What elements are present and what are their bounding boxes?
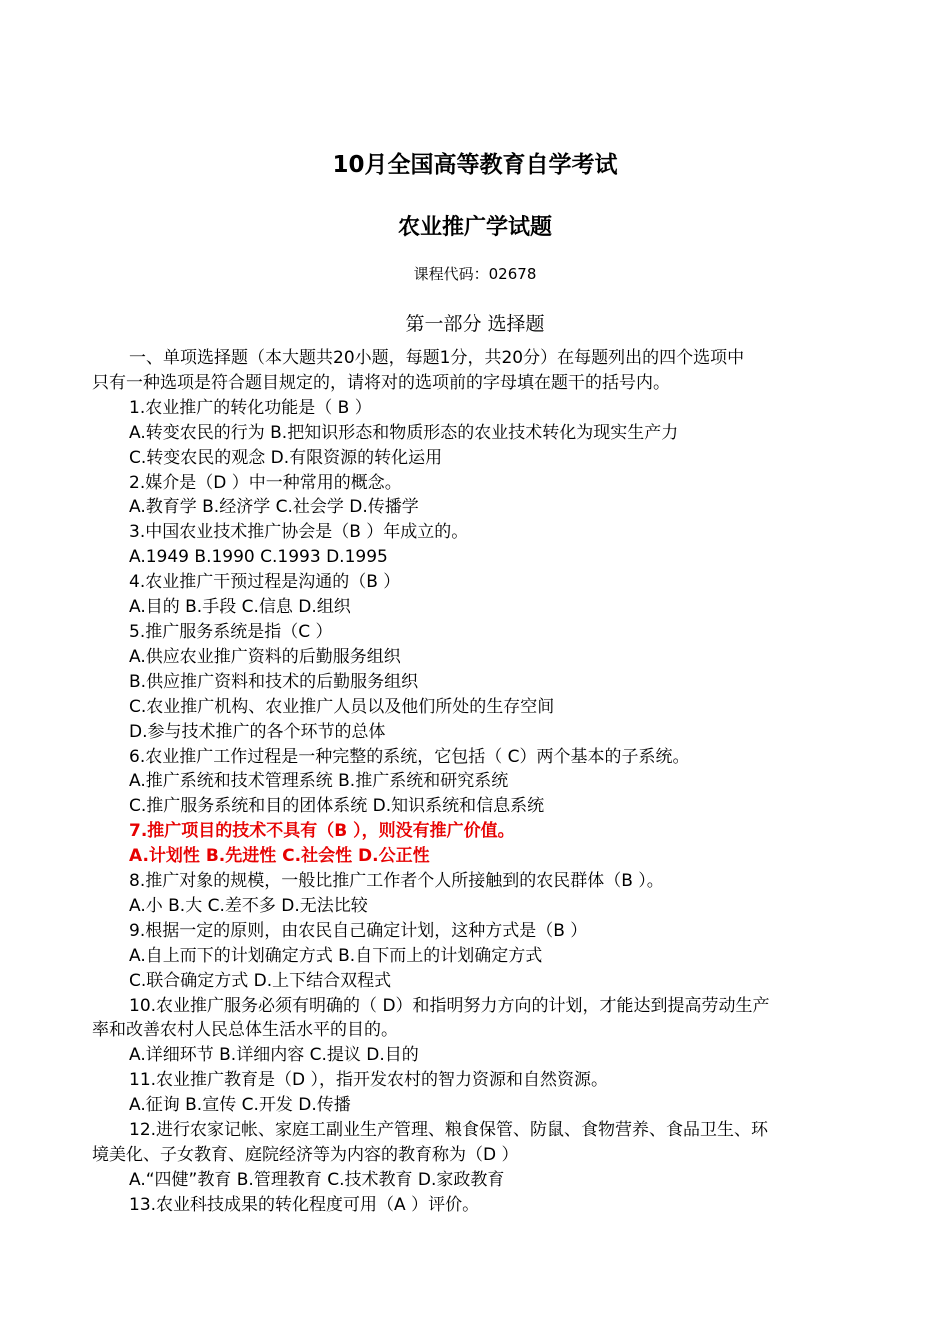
question-6-options-a: A.推广系统和技术管理系统 B.推广系统和研究系统	[129, 771, 509, 792]
question-5-option-d: D.参与技术推广的各个环节的总体	[129, 721, 386, 742]
question-10-cont: 率和改善农村人民总体生活水平的目的。	[92, 1020, 398, 1041]
section-instructions: 一、单项选择题（本大题共20小题，每题1分，共20分）在每题列出的四个选项中	[129, 348, 745, 368]
question-12: 12.进行农家记帐、家庭工副业生产管理、粮食保管、防鼠、食物营养、食品卫生、环	[129, 1120, 769, 1141]
question-1: 1.农业推广的转化功能是（ B ）	[129, 397, 372, 418]
question-1-options-a: A.转变农民的行为 B.把知识形态和物质形态的农业技术转化为现实生产力	[129, 422, 679, 443]
question-8: 8.推广对象的规模，一般比推广工作者个人所接触到的农民群体（B ）。	[129, 871, 664, 892]
question-7: 7.推广项目的技术不具有（B ），则没有推广价值。	[129, 821, 515, 842]
course-code: 课程代码：02678	[413, 265, 537, 283]
question-2: 2.媒介是（D ）中一种常用的概念。	[129, 472, 402, 493]
question-9-options-a: A.自上而下的计划确定方式 B.自下而上的计划确定方式	[129, 945, 543, 966]
question-13: 13.农业科技成果的转化程度可用（A ）评价。	[129, 1194, 480, 1215]
question-5: 5.推广服务系统是指（C ）	[129, 621, 333, 642]
question-4: 4.农业推广干预过程是沟通的（B ）	[129, 572, 401, 593]
question-11-options: A.征询 B.宣传 C.开发 D.传播	[129, 1095, 351, 1116]
exam-subtitle: 农业推广学试题	[397, 215, 552, 240]
question-3-options: A.1949 B.1990 C.1993 D.1995	[129, 547, 388, 568]
question-10: 10.农业推广服务必须有明确的（ D）和指明努力方向的计划，才能达到提高劳动生产	[129, 995, 770, 1016]
question-5-option-b: B.供应推广资料和技术的后勤服务组织	[129, 671, 419, 692]
question-12-cont: 境美化、子女教育、庭院经济等为内容的教育称为（D ）	[92, 1145, 519, 1165]
question-2-options: A.教育学 B.经济学 C.社会学 D.传播学	[129, 497, 419, 518]
question-body	[92, 346, 862, 1218]
part-heading: 第一部分 选择题	[405, 313, 545, 335]
question-9-options-c: C.联合确定方式 D.上下结合双程式	[129, 970, 392, 991]
question-11: 11.农业推广教育是（D ），指开发农村的智力资源和自然资源。	[129, 1070, 609, 1091]
question-10-options: A.详细环节 B.详细内容 C.提议 D.目的	[129, 1045, 419, 1066]
question-5-option-c: C.农业推广机构、农业推广人员以及他们所处的生存空间	[129, 696, 555, 717]
question-8-options: A.小 B.大 C.差不多 D.无法比较	[129, 895, 368, 916]
section-instructions-cont: 只有一种选项是符合题目规定的，请将对的选项前的字母填在题干的括号内。	[92, 372, 670, 393]
question-5-option-a: A.供应农业推广资料的后勤服务组织	[129, 646, 401, 667]
question-3: 3.中国农业技术推广协会是（B ）年成立的。	[129, 522, 469, 543]
question-1-options-c: C.转变农民的观念 D.有限资源的转化运用	[129, 447, 443, 468]
question-6-options-c: C.推广服务系统和目的团体系统 D.知识系统和信息系统	[129, 796, 545, 817]
question-6: 6.农业推广工作过程是一种完整的系统，它包括（ C）两个基本的子系统。	[129, 746, 690, 767]
exam-title: 10月全国高等教育自学考试	[332, 152, 618, 178]
question-7-options: A.计划性 B.先进性 C.社会性 D.公正性	[129, 846, 430, 867]
question-12-options: A.“四健”教育 B.管理教育 C.技术教育 D.家政教育	[129, 1169, 505, 1190]
question-4-options: A.目的 B.手段 C.信息 D.组织	[129, 597, 351, 618]
question-9: 9.根据一定的原则，由农民自己确定计划，这种方式是（B ）	[129, 920, 588, 941]
